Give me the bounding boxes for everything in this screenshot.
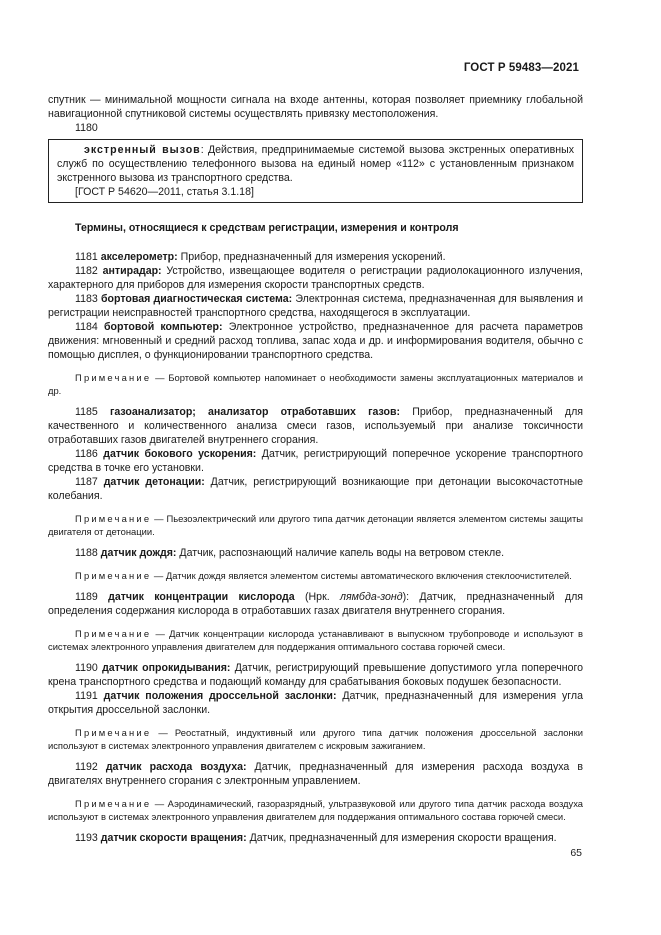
entry-1183 <box>48 292 583 320</box>
entry-number: 1182 <box>75 265 98 277</box>
page-number: 65 <box>570 847 582 859</box>
entry-term: датчик детонации: <box>103 476 205 488</box>
entry-1188 <box>48 546 583 560</box>
entry-definition: Прибор, предназначенный для качественного и количественного анализа смеси газов, используемый при анализе токсичности отработавших газов двигателей внутреннего сгорания. <box>48 406 583 446</box>
entry-definition: Устройство, извещающее водителя о регистрации радиолокационного излучения, характерного для приборов для измерения скорости транспортных средств. <box>48 265 583 291</box>
note-text: — Датчик концентрации кислорода устанавливают в выпускном трубопроводе и используют в системах электронного управления двигателем для поддержания оптимального состава горючей смеси. <box>48 628 583 652</box>
entry-number: 1183 <box>75 293 98 305</box>
note-1188 <box>48 569 583 582</box>
entry-definition: Датчик, предназначенный для измерения расхода воздуха в двигателях внутреннего сгорания с электронным управлением. <box>48 761 583 787</box>
entry-number: 1193 <box>75 832 98 844</box>
entry-definition: Датчик, регистрирующий поперечное ускорение транспортного средства в точке его установки. <box>48 448 583 474</box>
entry-term: датчик скорости вращения: <box>100 832 247 844</box>
entry-definition: Датчик, распознающий наличие капель воды на ветровом стекле. <box>176 547 505 559</box>
note-text: — Датчик дождя является элементом системы автоматического включения стеклоочистителей. <box>151 570 572 581</box>
entry-term: датчик опрокидывания: <box>102 662 231 674</box>
entry-1189 <box>48 590 583 618</box>
entry-term: бортовая диагностическая система: <box>101 293 293 305</box>
entry-number: 1184 <box>75 321 98 333</box>
note-text: — Бортовой компьютер напоминает о необходимости замены эксплуатационных материалов и др. <box>48 372 583 396</box>
note-1189 <box>48 627 583 653</box>
entry-definition: Датчик, регистрирующий превышение допустимого угла поперечного крена транспортного средства и подающий команду для срабатывания боковых подушек безопасности. <box>48 662 583 688</box>
boxed-source: [ГОСТ Р 54620—2011, статья 3.1.18] <box>75 186 254 198</box>
entry-definition: ): Датчик, предназначенный для определения содержания кислорода в отработавших газах двигателя внутреннего сгорания. <box>48 591 583 617</box>
note-label: Примечание <box>75 628 152 639</box>
entry-1184 <box>48 320 583 362</box>
boxed-definition-text <box>57 143 574 185</box>
entry-alt-term: лямбда-зонд <box>339 591 403 603</box>
entry-term: датчик концентрации кислорода <box>108 591 295 603</box>
entry-term: акселерометр: <box>100 251 178 263</box>
note-1192 <box>48 797 583 823</box>
intro-paragraph: спутник — минимальной мощности сигнала на входе антенны, которая позволяет приемнику глобальной навигационной спутниковой системы осуществлять привязку местоположения. <box>48 94 583 120</box>
boxed-term: экстренный вызов <box>84 144 201 156</box>
entry-definition: Электронное устройство, предназначенное для расчета параметров движения: мгновенный и средний расход топлива, запас хода и др. и информирования водителя, обычно с помощью дисплея, о функционировании транспортного средства. <box>48 321 583 361</box>
entry-1190 <box>48 661 583 689</box>
entry-definition: Электронная система, предназначенная для выявления и регистрации неисправностей транспортного средства, находящегося в эксплуатации. <box>48 293 583 319</box>
entry-number: 1191 <box>75 690 98 702</box>
entry-1181 <box>48 250 583 264</box>
note-1184 <box>48 371 583 397</box>
section-title: Термины, относящиеся к средствам регистрации, измерения и контроля <box>75 222 459 234</box>
entry-number: 1186 <box>75 448 98 460</box>
entry-1186 <box>48 447 583 475</box>
note-label: Примечание <box>75 570 152 581</box>
entry-1185 <box>48 405 583 447</box>
entry-term: антирадар: <box>102 265 162 277</box>
entry-number: 1181 <box>75 251 98 263</box>
entry-1192 <box>48 760 583 788</box>
note-label: Примечание <box>75 727 152 738</box>
entry-pre: (Нрк. <box>294 591 340 603</box>
boxed-definition-body: : Действия, предпринимаемые системой вызова экстренных оперативных служб по осуществлению телефонного вызова на единый номер «112» с установленным признаком экстренного вызова из транспортного средства. <box>57 144 574 184</box>
entry-definition: Датчик, предназначенный для измерения скорости вращения. <box>246 832 557 844</box>
entry-term: датчик положения дроссельной заслонки: <box>103 690 337 702</box>
entry-number: 1188 <box>75 547 98 559</box>
entry-1193 <box>48 831 583 845</box>
entry-number: 1187 <box>75 476 98 488</box>
boxed-definition <box>48 139 583 203</box>
entry-term: датчик расхода воздуха: <box>105 761 247 773</box>
entry-1182 <box>48 264 583 292</box>
note-label: Примечание <box>75 798 152 809</box>
note-1191 <box>48 726 583 752</box>
entry-definition: Прибор, предназначенный для измерения ускорений. <box>177 251 446 263</box>
note-text: — Пьезоэлектрический или другого типа датчик детонации является элементом системы защиты двигателя от детонации. <box>48 513 583 537</box>
entry-1187 <box>48 475 583 503</box>
entry-definition: Датчик, предназначенный для измерения угла открытия дроссельной заслонки. <box>48 690 583 716</box>
entry-number: 1190 <box>75 662 98 674</box>
entry-definition: Датчик, регистрирующий возникающие при детонации высокочастотные колебания. <box>48 476 583 502</box>
standard-header: ГОСТ Р 59483—2021 <box>463 62 579 74</box>
entry-number: 1192 <box>75 761 98 773</box>
note-text: — Реостатный, индуктивный или другого типа датчик положения дроссельной заслонки используют в системах электронного управления двигателем с искровым зажиганием. <box>48 727 583 751</box>
entry-term: датчик бокового ускорения: <box>103 448 257 460</box>
entry-term: датчик дождя: <box>100 547 177 559</box>
note-label: Примечание <box>75 513 152 524</box>
note-label: Примечание <box>75 372 152 383</box>
entry-number: 1189 <box>75 591 98 603</box>
entry-term: газоанализатор; анализатор отработавших газов: <box>109 406 401 418</box>
entry-1191 <box>48 689 583 717</box>
note-1187 <box>48 512 583 538</box>
entry-term: бортовой компьютер: <box>103 321 223 333</box>
note-text: — Аэродинамический, газоразрядный, ультразвуковой или другого типа датчик расхода воздуха используют в системах электронного управления двигателем для поддержания оптимального состава горючей смеси. <box>48 798 583 822</box>
page-body <box>48 93 583 845</box>
entry-number-1180: 1180 <box>75 122 98 134</box>
entry-number: 1185 <box>75 406 98 418</box>
